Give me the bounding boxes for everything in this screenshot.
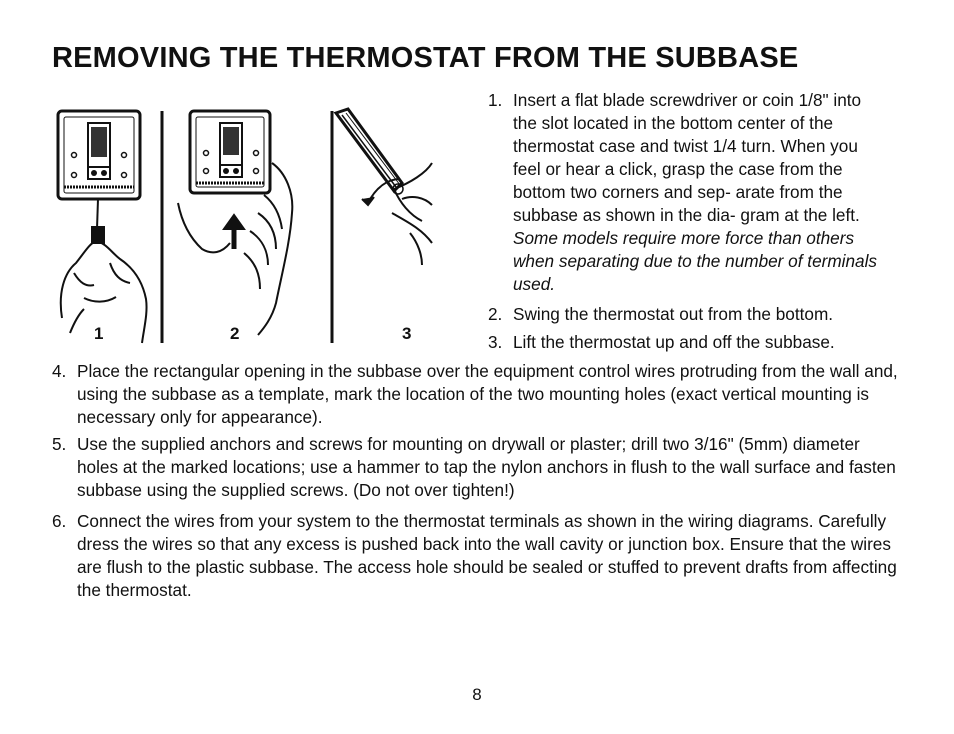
step-2 bbox=[488, 303, 888, 326]
panel-1-screwdriver bbox=[61, 199, 147, 343]
step-text: Insert a flat blade screwdriver or coin 1/8" into the slot located in the bottom center of the thermostat case and twist 1/4 turn. When you feel or hear a click, grasp the case from the bottom two corners and sep- arate from the subbase as shown in the dia- gram at the left. Some models require more force than others when separating due to the number of terminals used. bbox=[513, 90, 878, 294]
step-number: 2. bbox=[488, 304, 503, 324]
page-number: 8 bbox=[472, 685, 482, 704]
step-number: 3. bbox=[488, 332, 503, 352]
removal-diagram-svg bbox=[50, 103, 435, 348]
step-text: Connect the wires from your system to the thermostat terminals as shown in the wiring diagrams. Carefully dress the wires so that any excess is pushed back into the wall cavity or junction box. Ensure that the wires are flush to the plastic subbase. The access hole should be sealed or stuffed to prevent drafts from affecting the thermostat. bbox=[77, 511, 897, 600]
panel-label-1: 1 bbox=[94, 324, 104, 343]
step-4 bbox=[52, 360, 902, 429]
step-number: 5. bbox=[52, 434, 67, 454]
page-title: REMOVING THE THERMOSTAT FROM THE SUBBASE bbox=[52, 42, 799, 74]
panel-2-hand bbox=[178, 163, 292, 335]
panel-2-thermostat bbox=[190, 111, 270, 193]
step-number: 6. bbox=[52, 511, 67, 531]
step-text: Use the supplied anchors and screws for mounting on drywall or plaster; drill two 3/16" (5mm) diameter holes at the marked locations; use a hammer to tap the nylon anchors in flush to the wall surface and fasten subbase using the supplied screws. (Do not over tighten!) bbox=[77, 434, 896, 500]
step-text: Lift the thermostat up and off the subbase. bbox=[513, 332, 835, 352]
panel-1-thermostat bbox=[58, 111, 140, 199]
step-text: Swing the thermostat out from the bottom. bbox=[513, 304, 834, 324]
step-number: 1. bbox=[488, 90, 503, 110]
step-number: 4. bbox=[52, 361, 67, 381]
panel-3-thermostat bbox=[336, 109, 402, 191]
panel-label-2: 2 bbox=[230, 324, 240, 343]
panel-label-3: 3 bbox=[402, 324, 412, 343]
step-note: Some models require more force than others when separating due to the number of terminals used. bbox=[513, 228, 878, 294]
removal-illustration bbox=[50, 103, 435, 348]
step-6 bbox=[52, 510, 902, 602]
step-3 bbox=[488, 331, 888, 354]
step-1 bbox=[488, 89, 888, 296]
panel-3-hand bbox=[362, 163, 432, 265]
step-5 bbox=[52, 433, 902, 502]
step-text: Place the rectangular opening in the subbase over the equipment control wires protruding from the wall and, using the subbase as a template, mark the location of the two mounting holes (exact vertical mounting is necessary only for appearance). bbox=[77, 361, 898, 427]
